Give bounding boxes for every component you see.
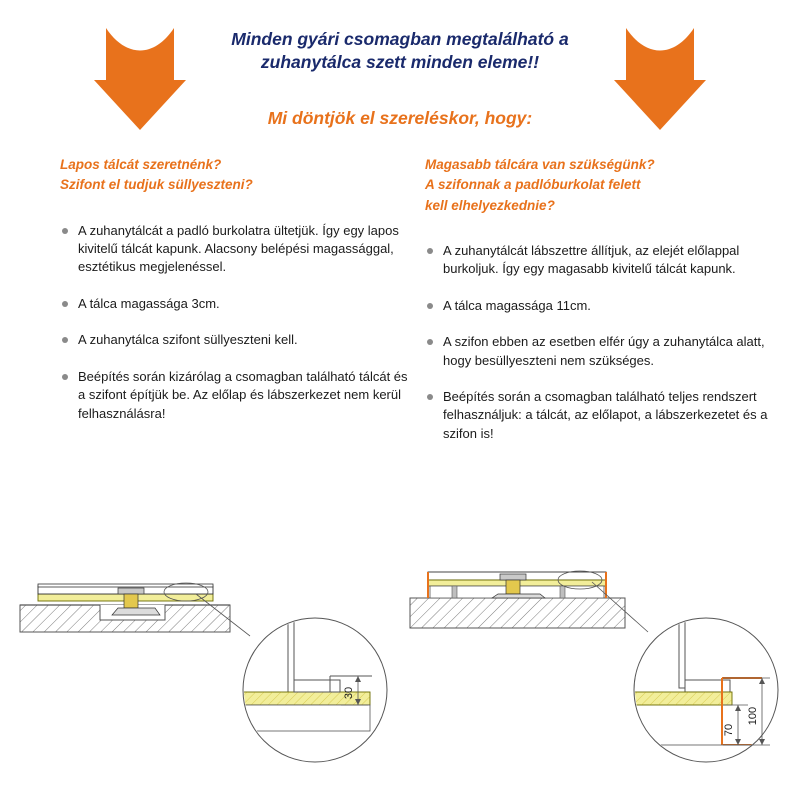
headline-line-2: zuhanytálca szett minden eleme!!	[260, 52, 540, 73]
list-item: A tálca magassága 11cm.	[425, 297, 775, 315]
high-tray-cross-section	[410, 571, 780, 765]
header	[0, 0, 800, 150]
question-line-3: kell elhelyezkednie?	[425, 197, 555, 213]
list-item: A szifon ebben az esetben elfér úgy a zuhanytálca alatt, hogy besüllyeszteni nem szükséges.	[425, 333, 775, 370]
question-line-2: A szifonnak a padlóburkolat felett	[425, 177, 641, 193]
dimension-label: 30	[343, 686, 355, 700]
column-question	[60, 155, 410, 196]
dimension-label: 70	[723, 723, 735, 737]
list-item: A zuhanytálcát lábszettre állítjuk, az elejét előlappal burkoljuk. Így egy magasabb kivitelű tálcát kapunk.	[425, 242, 775, 279]
list-item: Beépítés során a csomagban található teljes rendszert felhasználjuk: a tálcát, az előlapot, a lábszerkezetet és a szifon is!	[425, 388, 775, 443]
column-high-tray	[425, 155, 775, 461]
question-line-1: Magasabb tálcára van szükségünk?	[425, 157, 655, 172]
bullet-list	[60, 222, 410, 424]
page-subtitle: Mi döntjök el szereléskor, hogy:	[267, 108, 533, 128]
column-question	[425, 155, 775, 216]
low-tray-cross-section	[20, 583, 387, 762]
list-item: A tálca magassága 3cm.	[60, 295, 410, 313]
dimension-label: 100	[747, 706, 759, 726]
column-low-tray	[60, 155, 410, 441]
headline-line-1: Minden gyári csomagban megtalálható a	[231, 29, 569, 49]
bullet-list	[425, 242, 775, 444]
list-item: A zuhanytálcát a padló burkolatra ültetjük. Így egy lapos kivitelű tálcát kapunk. Alacsony belépési magassággal, esztétikus megjelenéssel.	[60, 222, 410, 277]
question-line-1: Lapos tálcát szeretnénk?	[60, 157, 222, 172]
technical-drawings	[0, 540, 800, 787]
question-line-2: Szifont el tudjuk süllyeszteni?	[60, 177, 253, 193]
list-item: Beépítés során kizárólag a csomagban található tálcát és a szifont építjük be. Az előlap és lábszerkezet nem kerül felhasználásra!	[60, 368, 410, 423]
list-item: A zuhanytálca szifont süllyeszteni kell.	[60, 331, 410, 349]
page-title	[170, 28, 630, 74]
